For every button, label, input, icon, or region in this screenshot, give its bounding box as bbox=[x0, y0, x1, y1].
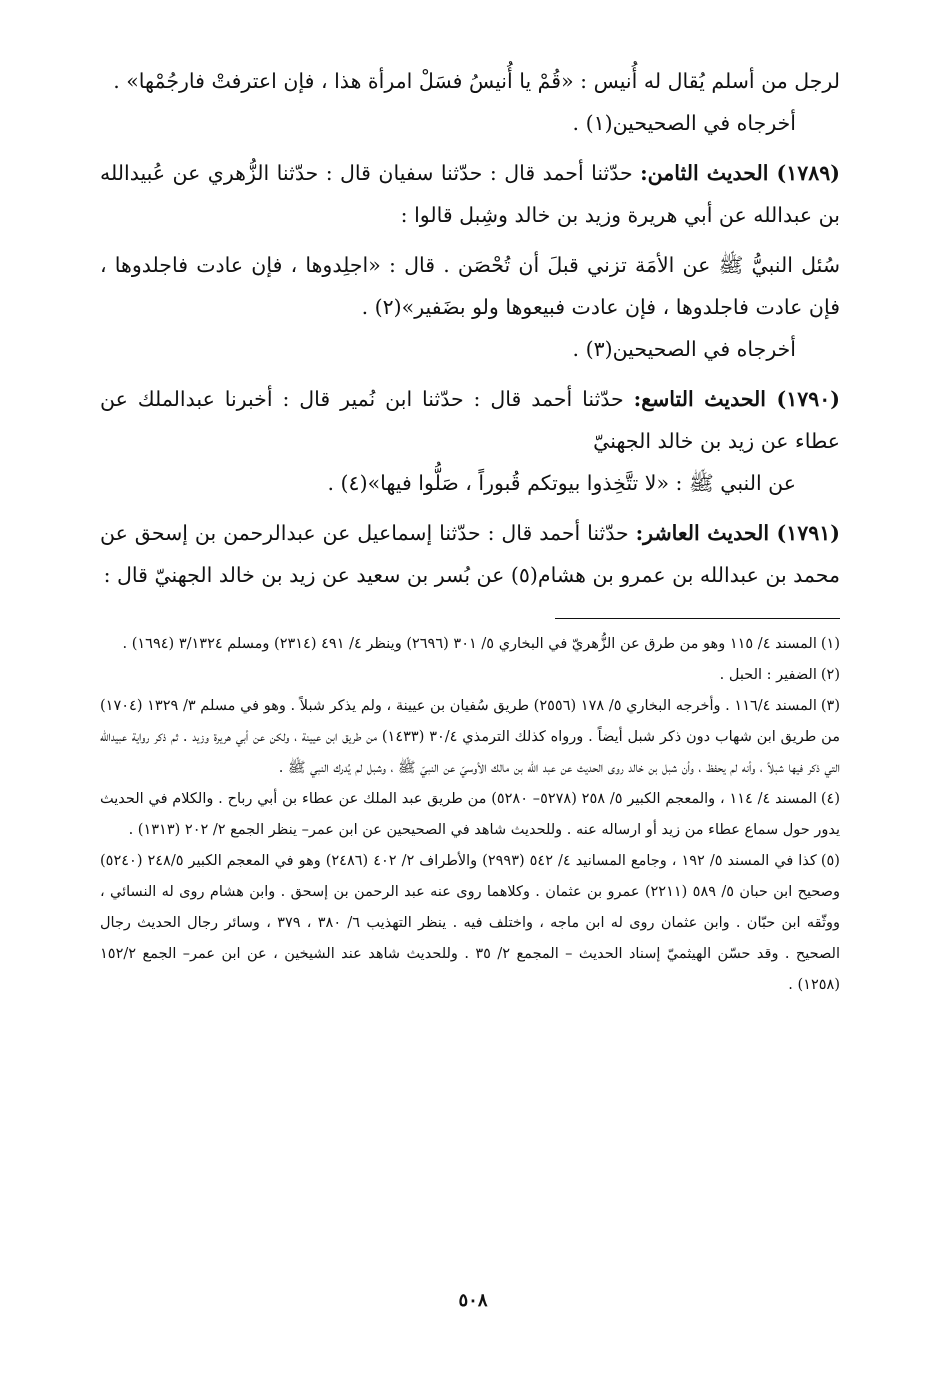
footnote-text: المسند ٤/ ١١٤ ، والمعجم الكبير ٥/ ٢٥٨ (٥٢٧٨– ٥٢٨٠) من طريق عبد الملك عن عطاء بن أبي رباح . والكلام في الحديث يدور حول سماع عطاء من زيد أو ارساله عنه . وللحديث شاهد في الصحيحين عن ابن عمر– ينظر الجمع ٢/ ٢٠٢ (١٣١٣) . bbox=[100, 791, 840, 838]
footnote-number: (٤) bbox=[820, 791, 840, 807]
punctuation: . bbox=[572, 111, 586, 135]
book-page bbox=[100, 60, 840, 1001]
footnote-3 bbox=[100, 691, 840, 784]
hadith-1791-chain: حدّثنا أحمد قال : حدّثنا إسماعيل عن عبدالرحمن بن إسحق عن محمد بن عبدالله بن عمرو بن هشام bbox=[100, 521, 840, 587]
hadith-1791-chain-end: عن بُسر بن سعيد عن زيد بن خالد الجهنيّ قال : bbox=[103, 563, 511, 587]
footnote-ref-2[interactable]: (٢) bbox=[374, 295, 402, 319]
takhrij-text: أخرجاه في الصحيحين bbox=[612, 337, 796, 361]
footnotes bbox=[100, 629, 840, 1001]
punctuation: . bbox=[361, 295, 375, 319]
footnote-2 bbox=[100, 660, 840, 691]
hadith-1791-isnad bbox=[100, 512, 840, 596]
hadith-1790-label: (١٧٩٠) الحديث التاسع: bbox=[633, 387, 840, 411]
footnote-text: الضفير : الحبل . bbox=[719, 667, 817, 683]
footnote-ref-5[interactable]: (٥) bbox=[510, 563, 538, 587]
punctuation: . bbox=[572, 337, 586, 361]
hadith-1791-label: (١٧٩١) الحديث العاشر: bbox=[635, 521, 840, 545]
footnote-number: (٢) bbox=[820, 667, 840, 683]
hadith-1790-isnad bbox=[100, 378, 840, 462]
footnote-text: المسند ١١٦/٤ . وأخرجه البخاري ٥/ ١٧٨ (٢٥٥٦) طريق سُفيان بن عيينة ، ولم يذكر شبلاً . وهو في مسلم ٣/ ١٣٢٩ (١٧٠٤) من طريق ابن شهاب دون ذكر شبل أيضاً . ورواه كذلك الترمذي ٣٠/٤ (١٤٣٣) من طريق ابن عيينة ، ولكن عن أبي هريرة وزيد . ثم ذكر رواية عبيدالله التي ذكر فيها شبلاً ، وأنه لم يحفظ ، وأن شبل بن خالد روى الحديث عن عبد الله بن مالك الأوسيّ عن النبيّ ﷺ ، وشبل لم يُدرك النبي ﷺ . bbox=[100, 698, 840, 776]
footnote-divider bbox=[555, 618, 840, 619]
takhrij-text: أخرجاه في الصحيحين bbox=[612, 111, 796, 135]
footnote-ref-4[interactable]: (٤) bbox=[340, 471, 368, 495]
hadith-1790-chain: حدّثنا أحمد قال : حدّثنا ابن نُمير قال : أخبرنا عبدالملك عن عطاء عن زيد بن خالد الجهنيّ bbox=[100, 387, 840, 453]
footnote-number: (٥) bbox=[820, 853, 840, 869]
hadith-1789-text: سُئل النبيُّ ﷺ عن الأمَة تزني قبلَ أن تُحْصَن . قال : «اجلِدوها ، فإن عادت فاجلدوها ، فإن عادت فاجلدوها ، فإن عادت فبيعوها ولو بضَفير» bbox=[100, 253, 840, 319]
footnote-number: (١) bbox=[820, 636, 840, 652]
footnote-ref-1[interactable]: (١) bbox=[585, 111, 613, 135]
footnote-5 bbox=[100, 846, 840, 1001]
page-number: ٥٠٨ bbox=[458, 1290, 488, 1311]
footnote-text: كذا في المسند ٥/ ١٩٢ ، وجامع المسانيد ٤/ ٥٤٢ (٢٩٩٣) والأطراف ٢/ ٤٠٢ (٢٤٨٦) وهو في المعجم الكبير ٢٤٨/٥ (٥٢٤٠) وصحيح ابن حبان ٥/ ٥٨٩ (٢٢١١) عمرو بن عثمان . وكلاهما روى عنه عبد الرحمن بن إسحق . وابن هشام روى له النسائي ، ووثّقه ابن حبّان . وابن عثمان روى له ابن ماجه ، واختلف فيه . ينظر التهذيب ٦/ ٣٨٠ ، ٣٧٩ ، وسائر رجال الحديث رجال الصحيح . وقد حسّن الهيثميّ إسناد الحديث – المجمع ٢/ ٣٥ . وللحديث شاهد عند الشيخين ، عن ابن عمر– الجمع ١٥٢/٢ (١٢٥٨) . bbox=[100, 853, 841, 993]
hadith-1789-isnad bbox=[100, 152, 840, 236]
main-text bbox=[100, 60, 840, 596]
footnote-number: (٣) bbox=[820, 698, 840, 714]
paragraph-intro-takhrij bbox=[100, 102, 840, 144]
punctuation: . bbox=[327, 471, 341, 495]
hadith-1789-matn bbox=[100, 244, 840, 328]
footnote-4 bbox=[100, 784, 840, 846]
footnote-text: المسند ٤/ ١١٥ وهو من طرق عن الزُّهريّ في البخاري ٥/ ٣٠١ (٢٦٩٦) وينظر ٤/ ٤٩١ (٢٣١٤) ومسلم ٣/١٣٢٤ (١٦٩٤) . bbox=[122, 636, 817, 652]
hadith-1789-takhrij bbox=[100, 328, 840, 370]
footnote-1 bbox=[100, 629, 840, 660]
hadith-1790-matn bbox=[100, 462, 840, 504]
footnote-ref-3[interactable]: (٣) bbox=[585, 337, 613, 361]
paragraph-intro bbox=[100, 60, 840, 102]
intro-text: لرجل من أسلم يُقال له أُنيس : «قُمْ يا أُنيسُ فسَلْ امرأة هذا ، فإن اعترفتْ فارجُمْها» . bbox=[113, 69, 840, 93]
hadith-1789-chain: حدّثنا أحمد قال : حدّثنا سفيان قال : حدّثنا الزُّهري عن عُبيدالله بن عبدالله عن أبي هريرة وزيد بن خالد وشِبل قالوا : bbox=[100, 161, 840, 227]
hadith-1790-text: عن النبي ﷺ : «لا تتَّخِذوا بيوتكم قُبوراً ، صَلُّوا فيها» bbox=[367, 471, 796, 495]
hadith-1789-label: (١٧٨٩) الحديث الثامن: bbox=[640, 161, 840, 185]
